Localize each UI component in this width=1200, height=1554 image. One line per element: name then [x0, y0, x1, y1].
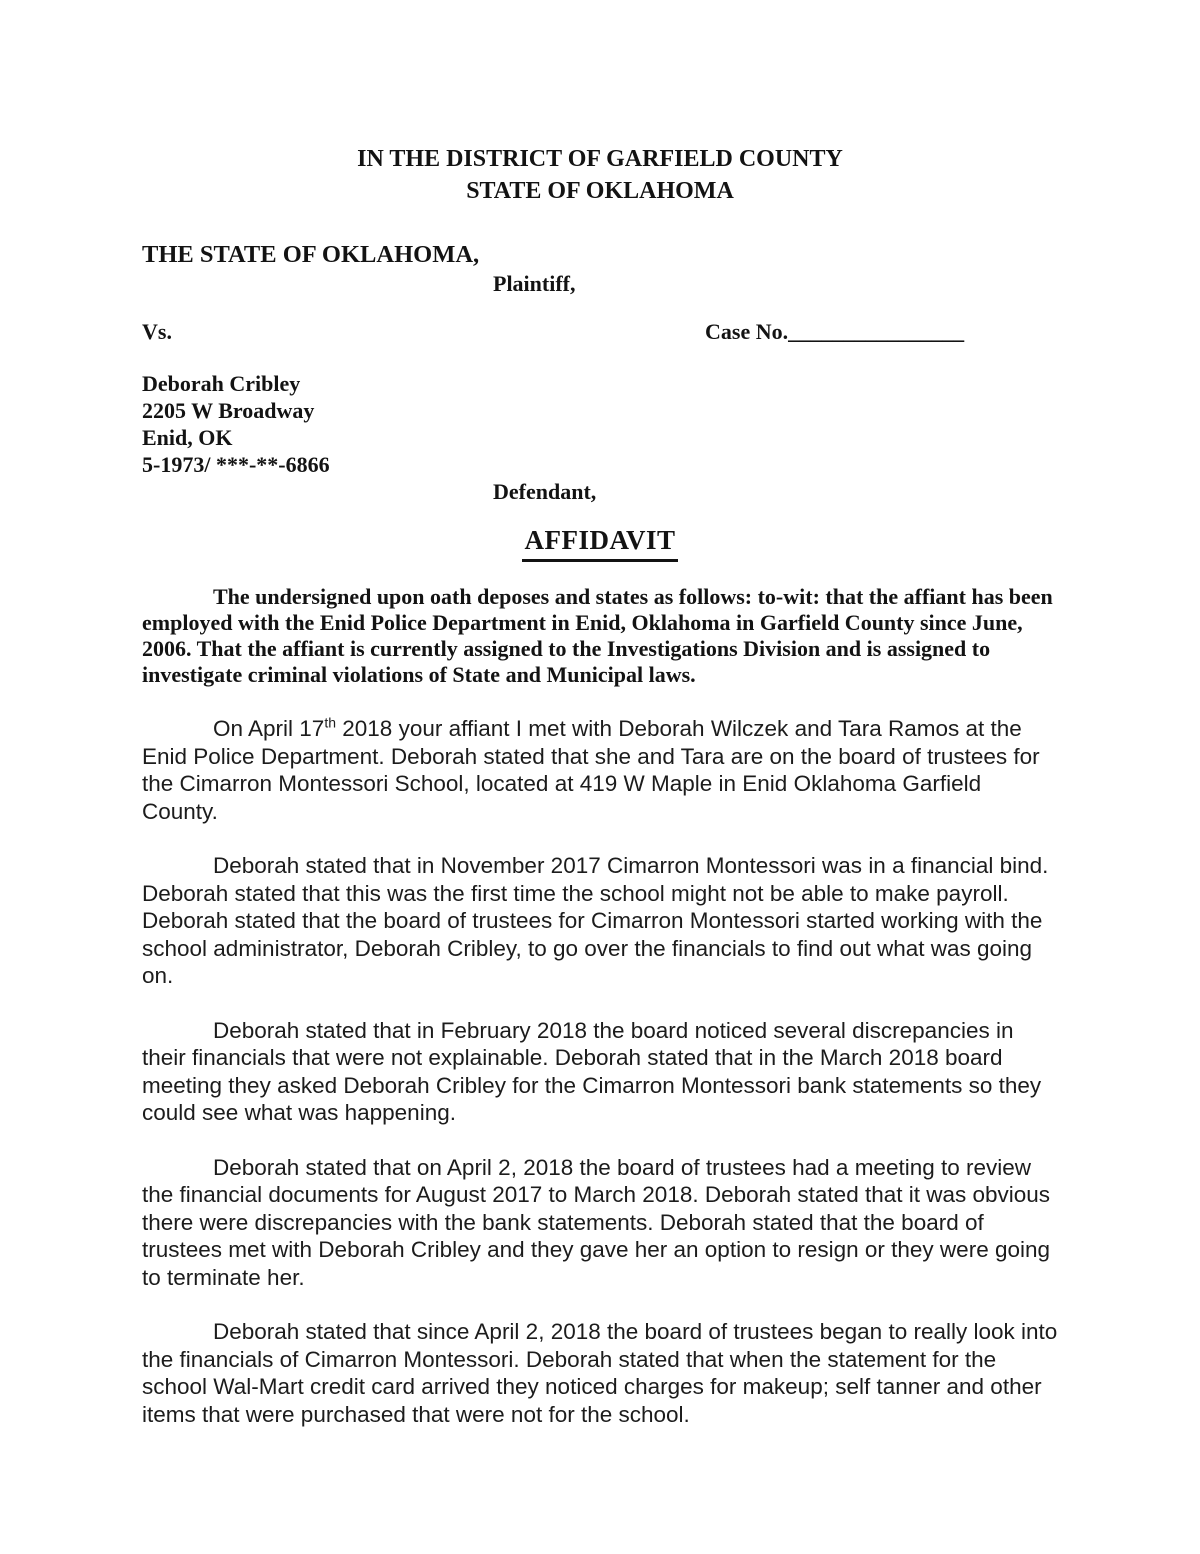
defendant-address-block — [142, 370, 1058, 478]
defendant-street: 2205 W Broadway — [142, 398, 315, 423]
case-no-blank-line: ________________ — [788, 319, 965, 344]
body-paragraph-4: Deborah stated that on April 2, 2018 the board of trustees had a meeting to review the financial documents for August 2017 to March 2018. Deborah stated that it was obvious there were discrepancies with the bank statements. Deborah stated that the board of trustees met with Deborah Cribley and they gave her an option to resign or they were going to terminate her. — [142, 1154, 1051, 1290]
defendant-id-line: 5-1973/ ***-**-6866 — [142, 452, 330, 477]
plaintiff-label: Plaintiff, — [493, 271, 576, 296]
plaintiff-name: THE STATE OF OKLAHOMA, — [142, 241, 480, 268]
defendant-label: Defendant, — [493, 479, 597, 504]
defendant-name: Deborah Cribley — [142, 371, 301, 396]
case-no-label: Case No. — [705, 319, 789, 344]
intro-paragraph: The undersigned upon oath deposes and states as follows: to-wit: that the affiant has been employed with the Enid Police Department in Enid, Oklahoma in Garfield County since June, 2006. That the affiant is currently assigned to the Investigations Division and is assigned to investigate criminal violations of State and Municipal laws. — [142, 584, 1053, 687]
court-header — [142, 143, 1058, 207]
body-paragraph-3: Deborah stated that in February 2018 the board noticed several discrepancies in their financials that were not explainable. Deborah stated that in the March 2018 board meeting they asked Deborah Cribley for the Cimarron Montessori bank statements so they could see what was happening. — [142, 1017, 1042, 1125]
vs-case-row — [142, 318, 1058, 346]
body-paragraph-1 — [142, 715, 1058, 825]
court-header-line1: IN THE DISTRICT OF GARFIELD COUNTY — [357, 146, 843, 172]
court-header-line2: STATE OF OKLAHOMA — [466, 178, 734, 204]
paragraph-1-ordinal-superscript: th — [324, 714, 337, 731]
affidavit-title-text: AFFIDAVIT — [522, 522, 677, 562]
vs-label: Vs. — [142, 319, 172, 344]
paragraph-1-rest: 2018 your affiant I met with Deborah Wilczek and Tara Ramos at the Enid Police Department. Deborah stated that she and Tara are on the board of trustees for the Cimarron Montessori School, located at 419 W Maple in Enid Oklahoma Garfield County. — [142, 716, 1040, 824]
case-number-field — [705, 318, 964, 346]
body-paragraph-5: Deborah stated that since April 2, 2018 the board of trustees began to really look into the financials of Cimarron Montessori. Deborah stated that when the statement for the school Wal-Mart credit card arrived they noticed charges for makeup; self tanner and other items that were purchased that were not for the school. — [142, 1319, 1058, 1427]
paragraph-1-prefix: On April 17 — [213, 716, 325, 741]
defendant-city: Enid, OK — [142, 425, 233, 450]
affidavit-title — [142, 522, 1058, 562]
body-paragraph-2: Deborah stated that in November 2017 Cimarron Montessori was in a financial bind. Deborah stated that this was the first time the school might not be able to make payroll. Deborah stated that the board of trustees for Cimarron Montessori started working with the school administrator, Deborah Cribley, to go over the financials to find out what was going on. — [142, 853, 1049, 988]
